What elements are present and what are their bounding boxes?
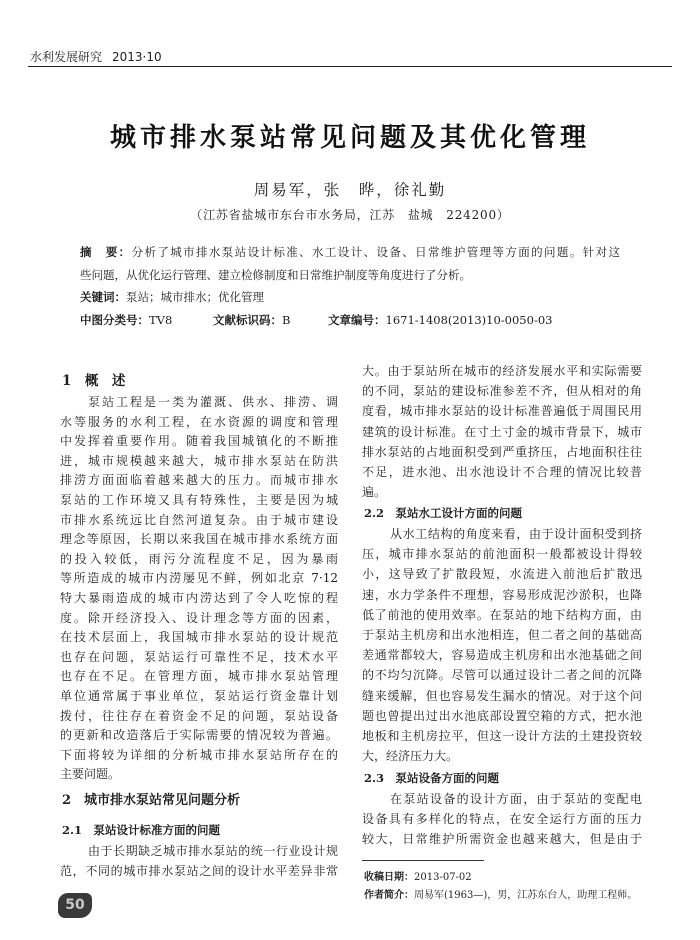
running-head xyxy=(30,48,162,66)
authors: 周易军，张 晔，徐礼勤 xyxy=(253,181,447,199)
text-line: 较大，日常维护所需资金也越来越大，但是由于 xyxy=(362,832,642,847)
text-line: 中发挥着重要作用。随着我国城镇化的不断推 xyxy=(60,434,338,449)
text-line: 泵站的工作环境又具有特殊性，主要是因为城 xyxy=(60,492,338,507)
header-rule xyxy=(28,66,672,67)
text-line: 度。除开经济投入、设计理念等方面的因素， xyxy=(60,610,338,625)
subsection-2-2-paragraph xyxy=(362,524,642,766)
text-line: 排水泵站的占地面积受到严重挤压，占地面积往往 xyxy=(362,444,642,459)
footnote-received xyxy=(364,870,472,886)
abstract-label: 摘 要： xyxy=(80,245,132,259)
footnote-rule xyxy=(362,860,484,861)
affiliation: （江苏省盐城市东台市水务局，江苏 盐城 224200） xyxy=(190,208,510,222)
abstract-block xyxy=(80,241,620,331)
article-no-value: 1671-1408(2013)10-0050-03 xyxy=(385,312,553,327)
doc-code-value: B xyxy=(282,312,291,327)
article-title: 城市排水泵站常见问题及其优化管理 xyxy=(109,123,590,153)
text-line: 速，水力学条件不理想，容易形成泥沙淤积，也降 xyxy=(362,587,642,602)
text-line: 主要问题。 xyxy=(60,767,121,782)
subsection-2-3-paragraph xyxy=(362,789,642,850)
section-heading-1: 1 概 述 xyxy=(62,373,126,389)
text-line: 低了前池的使用效率。在泵站的地下结构方面，由 xyxy=(362,607,642,622)
author-bio-label: 作者简介： xyxy=(364,890,414,901)
text-line: 地板和主机房拉平，但这一设计方法的土建投资较 xyxy=(362,728,642,743)
article-no-field xyxy=(328,309,552,332)
text-line: 排涝方面面临着越来越大的压力。而城市排水 xyxy=(60,473,338,488)
text-line: 题也曾提出过出水池底部设置空箱的方式，把水池 xyxy=(362,708,642,723)
text-line: 进，城市规模越来越大，城市排水泵站在防洪 xyxy=(60,453,338,468)
text-line: 在泵站设备的设计方面，由于泵站的变配电 xyxy=(390,792,642,806)
subsection-2-1-paragraph-cont xyxy=(362,361,642,502)
subsection-heading-2-3: 2.3 泵站设备方面的问题 xyxy=(364,771,500,785)
subsection-2-1-paragraph-start xyxy=(60,841,338,881)
text-line: 也存在不足。在管理方面，城市排水泵站管理 xyxy=(60,669,338,684)
classification-line xyxy=(80,309,620,332)
text-line: 大。由于泵站所在城市的经济发展水平和实际需要 xyxy=(362,364,642,378)
text-line: 泵站工程是一类为灌溉、供水、排涝、调 xyxy=(88,395,338,409)
text-line: 单位通常属于事业单位，泵站运行资金靠计划 xyxy=(60,688,338,703)
text-line: 的不均匀沉降。尽管可以通过设计二者之间的沉降 xyxy=(362,668,642,683)
keywords-label: 关键词： xyxy=(80,290,126,304)
text-line: 压，城市排水泵站的前池面积一般都被设计得较 xyxy=(362,547,642,562)
text-line: 由于长期缺乏城市排水泵站的统一行业设计规 xyxy=(88,844,338,858)
text-line: 从水工结构的角度来看，由于设计面积受到挤 xyxy=(390,527,642,541)
text-line: 缝来缓解，但也容易发生漏水的情况。对于这个问 xyxy=(362,688,642,703)
text-line: 理念等原因，长期以来我国在城市排水系统方面 xyxy=(60,532,338,547)
text-line: 拨付，往往存在着资金不足的问题，泵站设备 xyxy=(60,708,338,723)
author-bio: 周易军(1963—)，男，江苏东台人，助理工程师。 xyxy=(414,890,638,901)
journal-name: 水利发展研究 xyxy=(30,50,103,64)
keywords-text: 泵站；城市排水；优化管理 xyxy=(126,290,264,304)
text-line: 市排水系统远比自然河道复杂。由于城市建设 xyxy=(60,512,338,527)
text-line: 大，经济压力大。 xyxy=(362,749,459,764)
subsection-heading-2-1: 2.1 泵站设计标准方面的问题 xyxy=(62,823,221,837)
subsection-heading-2-2: 2.2 泵站水工设计方面的问题 xyxy=(364,506,523,520)
clc-label: 中图分类号： xyxy=(80,312,149,327)
abstract-line: 些问题，从优化运行管理、建立检修制度和日常维护制度等角度进行了分析。 xyxy=(80,267,471,282)
page-number: 50 xyxy=(58,893,92,918)
text-line: 在技术层面上，我国城市排水泵站的设计规范 xyxy=(60,630,338,645)
text-line: 不足，进水池、出水池设计不合理的情况比较普 xyxy=(362,464,642,479)
keywords-line xyxy=(80,286,620,309)
text-line: 度看，城市排水泵站的设计标准普遍低于周围民用 xyxy=(362,404,642,419)
text-line: 特大暴雨造成的城市内涝达到了令人吃惊的程 xyxy=(60,590,338,605)
text-line: 的投入较低，雨污分流程度不足，因为暴雨 xyxy=(60,551,338,566)
abstract-line xyxy=(80,241,620,264)
article-no-label: 文章编号： xyxy=(328,312,386,327)
footnote-author xyxy=(364,888,637,904)
text-line: 建筑的设计标准。在寸土寸金的城市背景下，城市 xyxy=(362,424,642,439)
text-line: 范，不同的城市排水泵站之间的设计水平差异非常 xyxy=(60,864,338,878)
text-line: 于泵站主机房和出水池相连，但二者之间的基础高 xyxy=(362,627,642,642)
text-line: 的更新和改造落后于实际需要的情况较为普遍。 xyxy=(60,728,338,743)
text-line: 设备具有多样化的特点，在安全运行方面的压力 xyxy=(362,812,642,827)
text-line: 也存在问题，泵站运行可靠性不足，技术水平 xyxy=(60,649,338,664)
journal-issue: 2013·10 xyxy=(112,50,162,64)
text-line: 的不同，泵站的建设标准参差不齐，但从相对的角 xyxy=(362,384,642,399)
text-line: 水等服务的水利工程，在水资源的调度和管理 xyxy=(60,414,338,429)
clc-field xyxy=(80,309,172,332)
doc-code-field xyxy=(213,309,290,332)
text-line: 差通常都较大，容易造成主机房和出水池基础之间 xyxy=(362,648,642,663)
section-1-paragraph xyxy=(60,393,338,785)
received-label: 收稿日期： xyxy=(364,872,414,883)
abstract-text: 分析了城市排水泵站设计标准、水工设计、设备、日常维护管理等方面的问题。针对这 xyxy=(131,245,620,259)
text-line: 小，这导致了扩散段短，水流进入前池后扩散迅 xyxy=(362,567,642,582)
clc-value: TV8 xyxy=(149,312,173,327)
text-line: 下面将较为详细的分析城市排水泵站所存在的 xyxy=(60,747,338,762)
text-line: 遍。 xyxy=(362,485,387,500)
received-date: 2013-07-02 xyxy=(414,872,472,883)
text-line: 等所造成的城市内涝屡见不鲜，例如北京 7·12 xyxy=(60,571,338,586)
doc-code-label: 文献标识码： xyxy=(213,312,282,327)
section-heading-2: 2 城市排水泵站常见问题分析 xyxy=(62,793,241,808)
